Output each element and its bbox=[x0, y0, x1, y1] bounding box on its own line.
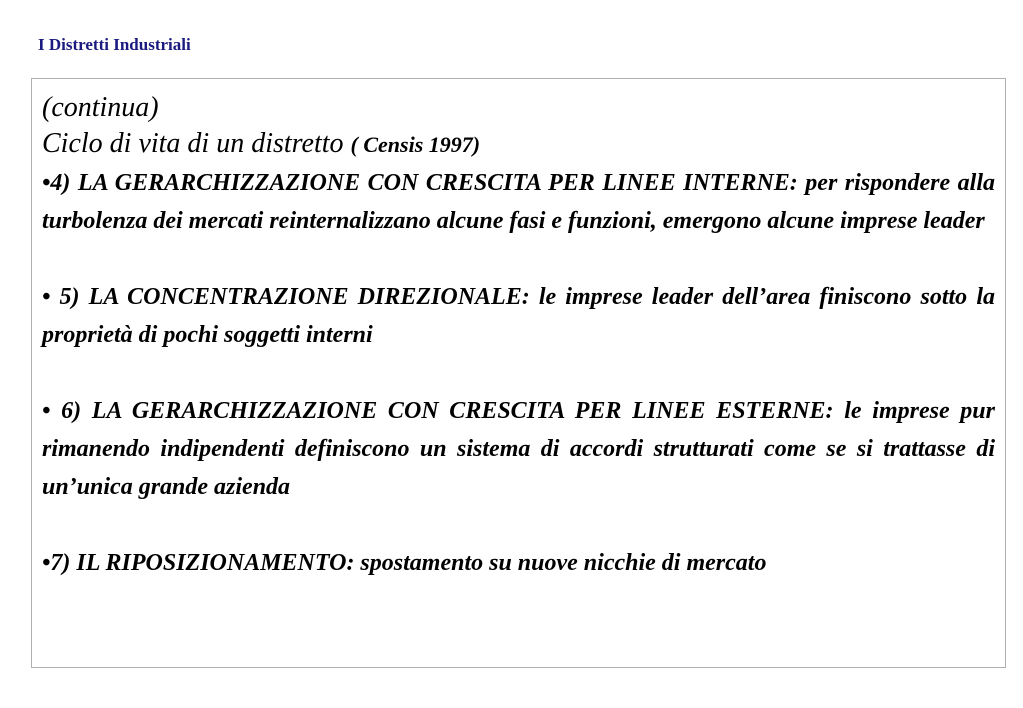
subtitle-main: Ciclo di vita di un distretto bbox=[42, 128, 344, 159]
spacer bbox=[42, 506, 995, 544]
spacer bbox=[42, 240, 995, 278]
page-header-title: I Distretti Industriali bbox=[38, 35, 191, 54]
bullet-item: •7) IL RIPOSIZIONAMENTO: spostamento su nuove nicchie di mercato bbox=[42, 550, 767, 576]
bullet-item: • 6) LA GERARCHIZZAZIONE CON CRESCITA PER LINEE ESTERNE: le imprese pur rimanendo indipendenti definiscono un sistema di accordi strutturati come se si trattasse di un’unica grande azienda bbox=[42, 398, 995, 500]
bullet-item: • 5) LA CONCENTRAZIONE DIREZIONALE: le imprese leader dell’area finiscono sotto la proprietà di pochi soggetti interni bbox=[42, 284, 995, 348]
bullet-item: •4) LA GERARCHIZZAZIONE CON CRESCITA PER LINEE INTERNE: per rispondere alla turbolenza dei mercati reinternalizzano alcune fasi e funzioni, emergono alcune imprese leader bbox=[42, 170, 995, 234]
spacer bbox=[42, 354, 995, 392]
subtitle-source: ( Censis 1997) bbox=[350, 132, 481, 157]
continua-label: (continua) bbox=[42, 92, 159, 123]
slide-content-box bbox=[31, 78, 1006, 668]
slide-subtitle bbox=[42, 125, 995, 164]
